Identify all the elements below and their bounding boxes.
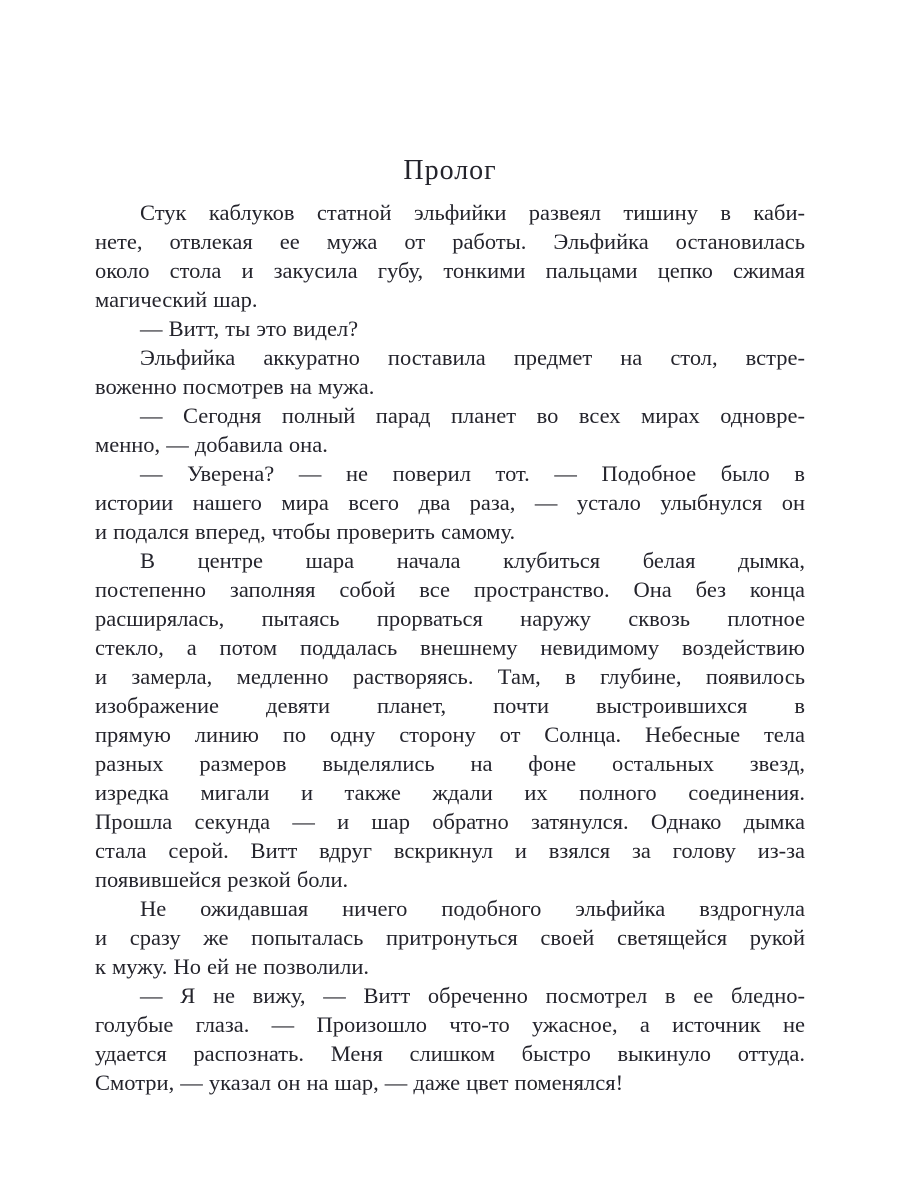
paragraph bbox=[95, 981, 805, 1097]
text-line: прямую линию по одну сторону от Солнца. Небесные тела bbox=[95, 722, 805, 747]
text-line: стекло, а потом поддалась внешнему невидимому воздействию bbox=[95, 635, 805, 660]
text-line: истории нашего мира всего два раза, — устало улыбнулся он bbox=[95, 490, 805, 515]
paragraph bbox=[95, 314, 805, 343]
text-line: расширялась, пытаясь прорваться наружу сквозь плотное bbox=[95, 606, 805, 631]
text-line: изредка мигали и также ждали их полного соединения. bbox=[95, 780, 805, 805]
paragraph bbox=[95, 401, 805, 459]
paragraph bbox=[95, 546, 805, 894]
text-line: Стук каблуков статной эльфийки развеял тишину в каби- bbox=[140, 200, 805, 225]
text-line: — Я не вижу, — Витт обреченно посмотрел в ее бледно- bbox=[140, 983, 805, 1008]
text-line: — Сегодня полный парад планет во всех мирах одновре- bbox=[140, 403, 805, 428]
page-body-text bbox=[95, 198, 805, 1097]
text-line: менно, — добавила она. bbox=[95, 432, 328, 457]
text-line: Смотри, — указал он на шар, — даже цвет поменялся! bbox=[95, 1070, 624, 1095]
text-line: Эльфийка аккуратно поставила предмет на стол, встре- bbox=[140, 345, 805, 370]
paragraph bbox=[95, 459, 805, 546]
text-line: голубые глаза. — Произошло что-то ужасное, а источник не bbox=[95, 1012, 805, 1037]
text-line: изображение девяти планет, почти выстроившихся в bbox=[95, 693, 805, 718]
text-line: нете, отвлекая ее мужа от работы. Эльфийка остановилась bbox=[95, 229, 805, 254]
text-line: около стола и закусила губу, тонкими пальцами цепко сжимая bbox=[95, 258, 805, 283]
text-line: и сразу же попыталась притронуться своей светящейся рукой bbox=[95, 925, 805, 950]
text-line: удается распознать. Меня слишком быстро выкинуло оттуда. bbox=[95, 1041, 805, 1066]
text-line: — Витт, ты это видел? bbox=[140, 316, 359, 341]
paragraph bbox=[95, 894, 805, 981]
paragraph bbox=[95, 343, 805, 401]
text-line: Не ожидавшая ничего подобного эльфийка вздрогнула bbox=[140, 896, 805, 921]
text-line: и подался вперед, чтобы проверить самому. bbox=[95, 519, 516, 544]
text-line: Прошла секунда — и шар обратно затянулся. Однако дымка bbox=[95, 809, 805, 834]
text-line: — Уверена? — не поверил тот. — Подобное было в bbox=[140, 461, 805, 486]
text-line: воженно посмотрев на мужа. bbox=[95, 374, 375, 399]
text-line: постепенно заполняя собой все пространство. Она без конца bbox=[95, 577, 805, 602]
paragraph bbox=[95, 198, 805, 314]
text-line: и замерла, медленно растворяясь. Там, в глубине, появилось bbox=[95, 664, 805, 689]
page-title: Пролог bbox=[403, 154, 497, 186]
text-line: появившейся резкой боли. bbox=[95, 867, 349, 892]
text-line: В центре шара начала клубиться белая дымка, bbox=[140, 548, 805, 573]
text-line: разных размеров выделялись на фоне остальных звезд, bbox=[95, 751, 805, 776]
text-line: стала серой. Витт вдруг вскрикнул и взялся за голову из-за bbox=[95, 838, 805, 863]
text-line: магический шар. bbox=[95, 287, 258, 312]
text-line: к мужу. Но ей не позволили. bbox=[95, 954, 369, 979]
